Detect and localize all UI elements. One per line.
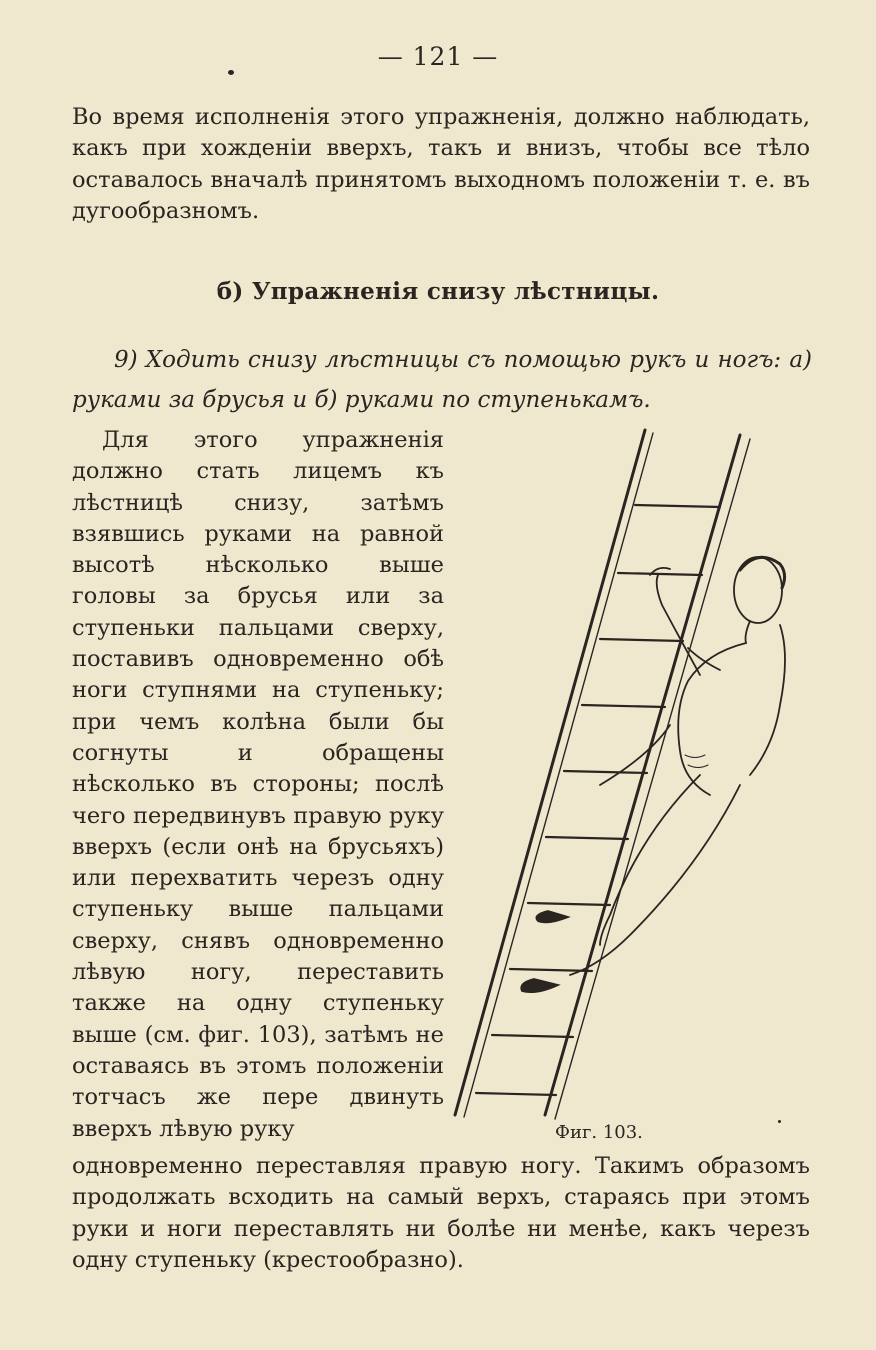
body-paragraph	[72, 425, 444, 1145]
ink-speck	[228, 70, 234, 75]
figure-caption: Фиг. 103.	[555, 1122, 643, 1143]
ladder-rungs	[476, 505, 720, 1095]
intro-paragraph: Во время исполненія этого упражненія, должно наблюдать, какъ при хожденіи вверхъ, такъ и внизъ, чтобы все тѣло оставалось вначалѣ принятомъ выходномъ положеніи т. е. въ дугообразномъ.	[72, 104, 810, 224]
ladder-illustration	[440, 425, 820, 1135]
exercise-number: 9)	[114, 347, 138, 373]
body-paragraph-text: Для этого упражненія должно стать лицемъ къ лѣстницѣ снизу, затѣмъ взявшись руками на равной высотѣ нѣсколько выше головы за брусья или за ступеньки пальцами сверху, поставивъ одновременно обѣ ноги ступнями на ступеньку; при чемъ колѣна были бы согнуты и обращены нѣсколько въ стороны; послѣ чего передвинувъ правую руку вверхъ (если онѣ на брусьяхъ) или перехватить черезъ одну ступеньку выше пальцами сверху, снявъ одновременно лѣвую ногу, переставить также на одну ступеньку выше (см. фиг. 103), затѣмъ не оставаясь въ этомъ положеніи тотчасъ же пере двинуть вверхъ лѣвую руку	[72, 427, 444, 1142]
closing-paragraph: одновременно переставляя правую ногу. Такимъ образомъ продолжать всходить на самый верхъ, стараясь при этомъ руки и ноги переставлять ни болѣе ни менѣе, какъ черезъ одну ступеньку (крестообразно).	[72, 1153, 810, 1273]
exercise-title	[72, 340, 812, 420]
ink-speck	[778, 1120, 781, 1123]
exercise-text: Ходить снизу лѣстницы съ помощью рукъ и ногъ: а) руками за брусья и б) руками по ступенькамъ.	[72, 347, 813, 413]
ladder-right-rail	[545, 435, 740, 1115]
section-heading: б) Упражненія снизу лѣстницы.	[216, 278, 660, 305]
page-number: — 121 —	[377, 42, 499, 71]
